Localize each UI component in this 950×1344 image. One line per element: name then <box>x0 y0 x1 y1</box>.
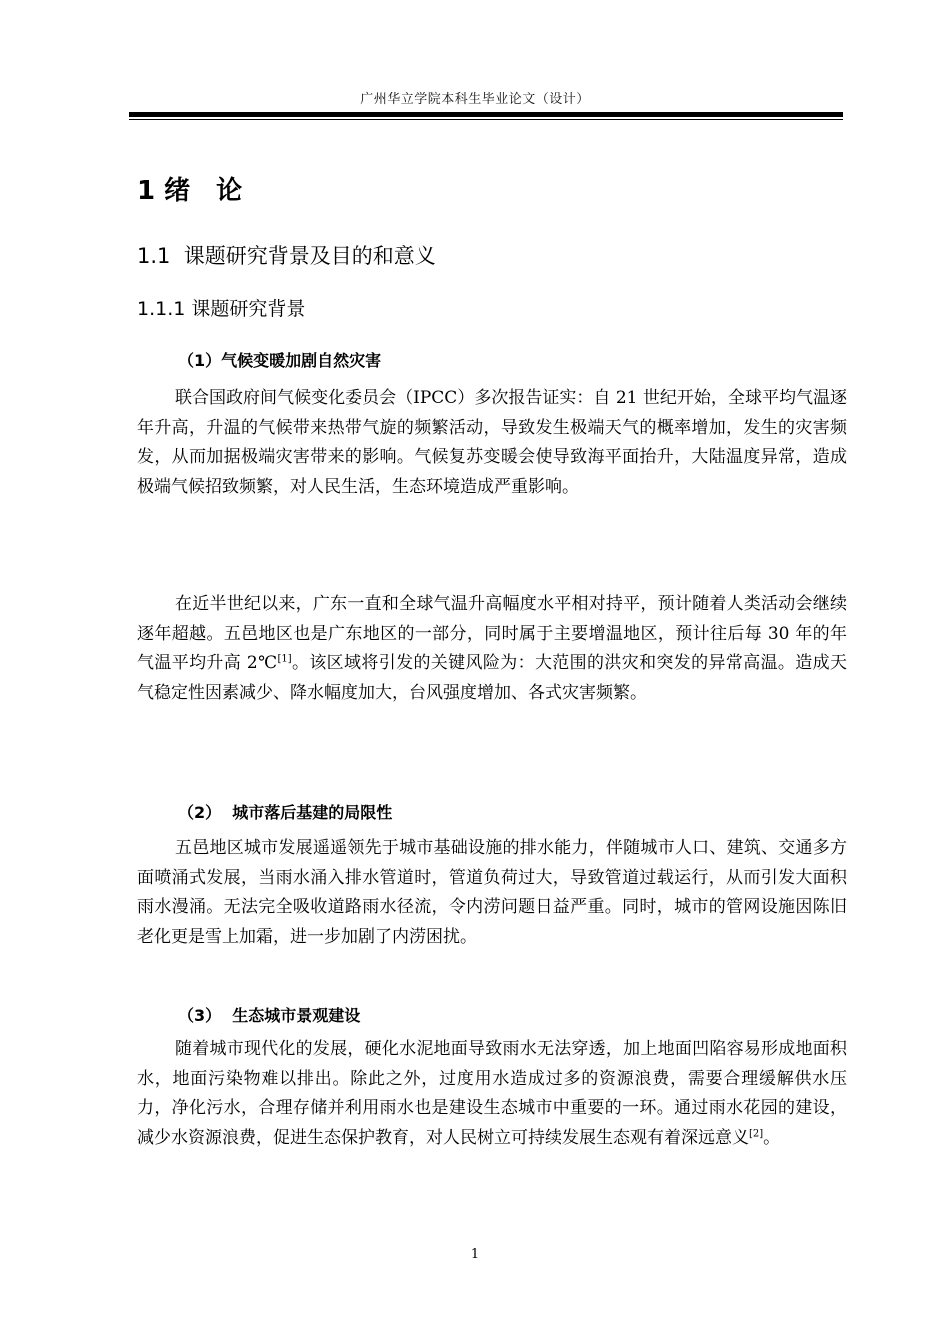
citation-ref: [1] <box>277 653 292 665</box>
paragraph-text: 随着城市现代化的发展，硬化水泥地面导致雨水无法穿透，加上地面凹陷容易形成地面积水，地面污染物难以排出。除此之外，过度用水造成过多的资源浪费，需要合理缓解供水压力，净化污水，合理存储并利用雨水也是建设生态城市中重要的一环。通过雨水花园的建设，减少水资源浪费，促进生态保护教育，对人民树立可持续发展生态观有着深远意义 <box>137 1039 847 1148</box>
header-rule-thick <box>129 112 843 117</box>
running-header: 广州华立学院本科生毕业论文（设计） <box>360 92 590 107</box>
subsection-title: 1.1.1 课题研究背景 <box>137 298 306 320</box>
item-heading-3: （3） 生态城市景观建设 <box>178 1006 361 1025</box>
paragraph-1 <box>137 384 847 502</box>
section-title: 1.1 课题研究背景及目的和意义 <box>137 244 436 268</box>
page-number: 1 <box>470 1247 480 1262</box>
chapter-title: 1 绪 论 <box>137 176 243 206</box>
item-heading-1: （1）气候变暖加剧自然灾害 <box>178 351 382 370</box>
paragraph-text: 联合国政府间气候变化委员会（IPCC）多次报告证实：自 21 世纪开始，全球平均气温逐年升高，升温的气候带来热带气旋的频繁活动，导致发生极端天气的概率增加，发生的灾害频发，从而加据极端灾害带来的影响。气候复苏变暖会使导致海平面抬升，大陆温度异常，造成极端气候招致频繁，对人民生活，生态环境造成严重影响。 <box>137 388 847 497</box>
paragraph-2 <box>137 590 847 708</box>
paragraph-4 <box>137 1035 847 1153</box>
paragraph-text: 在近半世纪以来，广东一直和全球气温升高幅度水平相对持平，预计随着人类活动会继续逐年超越。五邑地区也是广东地区的一部分，同时属于主要增温地区，预计往后每 30 年的年气温平均升高 2℃ <box>137 594 847 673</box>
paragraph-text: 。 <box>763 1127 781 1148</box>
citation-ref: [2] <box>749 1127 764 1139</box>
paragraph-text: 五邑地区城市发展遥遥领先于城市基础设施的排水能力，伴随城市人口、建筑、交通多方面喷涌式发展，当雨水涌入排水管道时，管道负荷过大，导致管道过载运行，从而引发大面积雨水漫涌。无法完全吸收道路雨水径流，令内涝问题日益严重。同时，城市的管网设施因陈旧老化更是雪上加霜，进一步加剧了内涝困扰。 <box>137 838 847 947</box>
header-rule-thin <box>129 119 843 120</box>
paragraph-text: 。该区域将引发的关键风险为：大范围的洪灾和突发的异常高温。造成天气稳定性因素减少、降水幅度加大，台风强度增加、各式灾害频繁。 <box>137 653 847 703</box>
item-heading-2: （2） 城市落后基建的局限性 <box>178 803 393 822</box>
paragraph-3 <box>137 834 847 952</box>
